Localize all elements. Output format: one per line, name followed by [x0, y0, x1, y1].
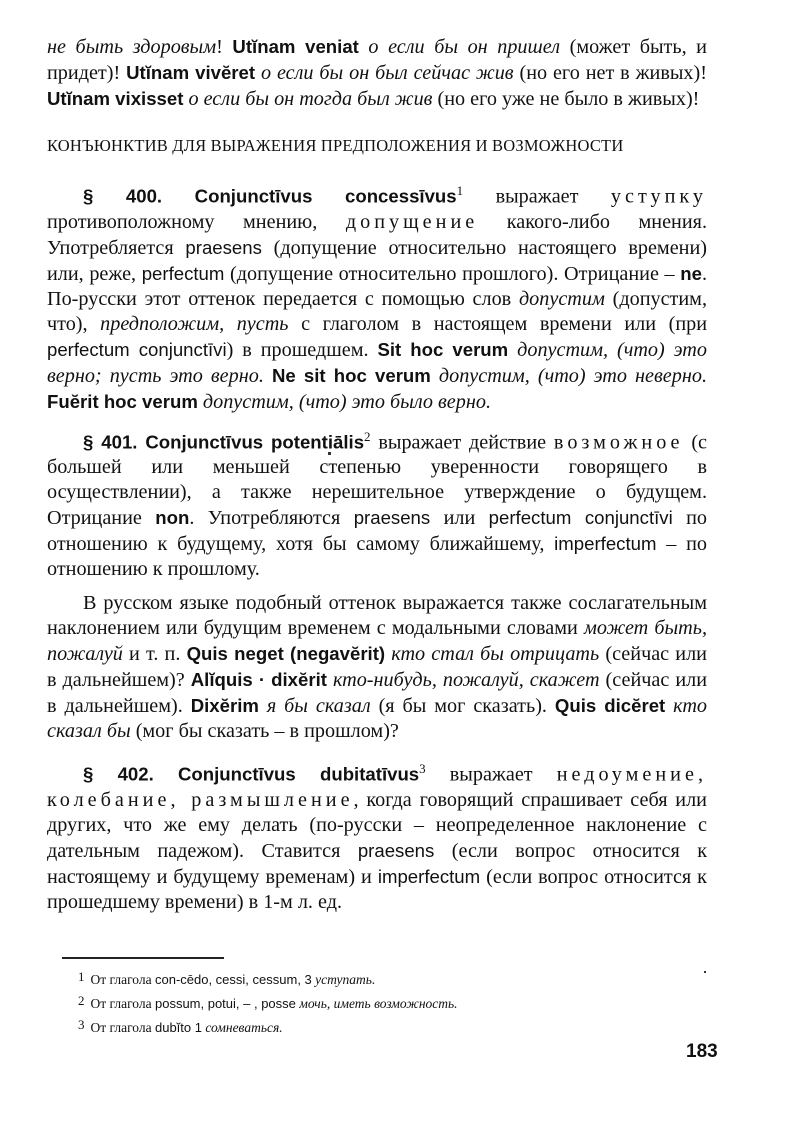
- spaced-term: недоумение, колебание, размышление: [47, 764, 707, 812]
- text-run: противоположному мнению,: [47, 210, 346, 233]
- text-run: или: [430, 507, 489, 530]
- latin-term: dubĭto 1: [154, 1020, 202, 1035]
- text-run: выражает: [463, 185, 611, 208]
- latin-example: Quis neget (negavĕrit): [186, 643, 386, 665]
- footnote-1: [78, 966, 638, 990]
- latin-term: praesens: [353, 507, 431, 529]
- footnote-number: 3: [78, 1017, 85, 1032]
- translation-text: о если бы он тогда был жив: [183, 88, 433, 110]
- translation-text: мочь, иметь возможность.: [295, 996, 458, 1011]
- text-run: выражает: [425, 764, 557, 787]
- latin-term: perfectum conjunctīvi: [488, 507, 673, 529]
- footnote-text: От глагола: [90, 1020, 155, 1035]
- paragraph-400: [47, 178, 707, 415]
- text-run: (с большей или меньшей степенью уверенности говорящего в осуществлении), а также нерешительное утверждение о будущем. Отрицание: [47, 431, 708, 530]
- text-run: (если вопрос относится к прошедшему времени) в 1-м л. ед.: [47, 866, 707, 914]
- text-run: (сейчас или в дальнейшем)?: [47, 643, 707, 692]
- text-run: выражает действие: [370, 431, 554, 454]
- text-run: (я бы мог сказать).: [370, 695, 555, 718]
- spaced-term: допущение: [345, 210, 479, 233]
- latin-term: perfectum: [141, 262, 225, 284]
- text-run: (допустим, что),: [47, 287, 707, 335]
- translation-text: кто стал бы отрицать: [385, 643, 600, 666]
- footnote-divider: [62, 957, 224, 959]
- print-speck: [328, 452, 331, 455]
- footnote-ref: 2: [364, 428, 371, 444]
- text-run: (но его уже не было в живых)!: [432, 88, 700, 110]
- text-run: – по отношению к прошлому.: [47, 533, 707, 581]
- latin-example: Utĭnam vixisset: [47, 88, 184, 109]
- latin-term: ne: [680, 262, 702, 284]
- text-run: и т. п.: [122, 643, 187, 666]
- text-run: (допущение относительно настоящего времени) или, реже,: [47, 236, 707, 285]
- footnote-2: [78, 990, 638, 1014]
- latin-term: possum, potui, – , posse: [154, 996, 296, 1011]
- text-run: . По-русски этот оттенок передается с помощью слов: [47, 262, 707, 310]
- spaced-term: уступку: [610, 185, 708, 208]
- latin-example: Ne sit hoc verum: [271, 364, 431, 386]
- translation-text: допустим: [518, 287, 605, 310]
- latin-example: Fuĕrit hoc verum: [47, 390, 198, 412]
- text-run: по отношению к будущему, хотя бы самому ближайшему,: [47, 507, 707, 556]
- footnote-number: 1: [78, 969, 85, 984]
- main-text: [47, 34, 707, 915]
- intro-paragraph: [47, 34, 707, 112]
- latin-term: imperfectum: [554, 533, 657, 555]
- section-title: § 402. Conjunctīvus dubitatīvus: [83, 764, 420, 786]
- translation-text: кто сказал бы: [47, 695, 708, 743]
- paragraph-401-russian: [47, 591, 707, 744]
- text-run: . Употребляются: [189, 507, 354, 530]
- text-run: какого-либо мнения. Употребляется: [47, 210, 707, 259]
- latin-example: Sit hoc verum: [377, 338, 509, 360]
- translation-text: сомневаться.: [201, 1020, 283, 1035]
- footnote-number: 2: [78, 993, 85, 1008]
- text-run: (мог бы сказать – в прошлом)?: [130, 720, 399, 743]
- text-run: , когда говорящий спрашивает себя или других, что же ему делать (по-русски – неопределенное наклонение с дательным падежом). Ставится: [47, 789, 707, 863]
- translation-text: допустим, (что) это неверно.: [430, 364, 707, 387]
- text-run: (но его нет в живых)!: [513, 62, 707, 84]
- footnote-text: От глагола: [90, 972, 155, 987]
- latin-example: Quis dicĕret: [554, 695, 666, 717]
- latin-term: praesens: [185, 236, 262, 258]
- text-run: !: [216, 36, 233, 58]
- text-run: ) в прошедшем.: [226, 338, 378, 361]
- latin-term: non: [155, 507, 190, 529]
- translation-text: допустим, (что) это верно; пусть это верно.: [47, 338, 707, 387]
- paragraph-402: [47, 756, 707, 915]
- footnotes: [78, 966, 638, 1038]
- latin-term: perfectum conjunctīvi: [47, 338, 227, 360]
- translation-text: предположим, пусть: [100, 312, 289, 335]
- latin-term: praesens: [357, 840, 435, 862]
- text-run: В русском языке подобный оттенок выражается также сослагательным наклонением или будущим временем с модальными словами: [47, 592, 707, 640]
- latin-example: Utĭnam vivĕret: [126, 62, 256, 83]
- text-run: (может быть, и придет)!: [47, 36, 707, 84]
- section-heading: КОНЪЮНКТИВ ДЛЯ ВЫРАЖЕНИЯ ПРЕДПОЛОЖЕНИЯ И ВОЗМОЖНОСТИ: [47, 136, 624, 155]
- latin-term: con-cēdo, cessi, cessum, 3: [154, 972, 312, 987]
- latin-example: Utĭnam veniat: [232, 36, 359, 57]
- translation-text: кто-нибудь, пожалуй, скажет: [326, 669, 600, 692]
- text-run: (допущение относительно прошлого). Отрицание –: [224, 262, 681, 285]
- text-run: (сейчас или в дальнейшем).: [47, 669, 707, 718]
- footnote-text: От глагола: [90, 996, 155, 1011]
- print-speck: [704, 971, 706, 973]
- translation-text: может быть, пожалуй: [47, 617, 707, 666]
- translation-text: о если бы он был сейчас жив: [255, 62, 514, 84]
- section-title: § 401. Conjunctīvus potentiālis: [83, 431, 365, 453]
- latin-term: imperfectum: [377, 866, 481, 888]
- footnote-ref: 3: [419, 761, 426, 777]
- footnote-3: [78, 1014, 638, 1038]
- paragraph-401: [47, 424, 707, 583]
- translation-text: допустим, (что) это было верно.: [197, 390, 492, 413]
- spaced-term: возможное: [553, 431, 684, 454]
- translation-text: о если бы он пришел: [358, 36, 561, 58]
- translation-text: уступать.: [311, 972, 376, 987]
- latin-example: Alĭquis · dixĕrit: [190, 669, 327, 691]
- footnote-ref: 1: [456, 183, 464, 198]
- latin-example: Dixĕrim: [190, 695, 259, 717]
- section-title: § 400. Conjunctīvus concessīvus: [83, 185, 457, 207]
- page-number: 183: [686, 1041, 718, 1062]
- text-run: (если вопрос относится к настоящему и будущему временам) и: [47, 840, 708, 889]
- translation-text: не быть здоровым: [47, 36, 217, 58]
- text-run: с глаголом в настоящем времени или (при: [288, 312, 708, 335]
- translation-text: я бы сказал: [258, 695, 371, 718]
